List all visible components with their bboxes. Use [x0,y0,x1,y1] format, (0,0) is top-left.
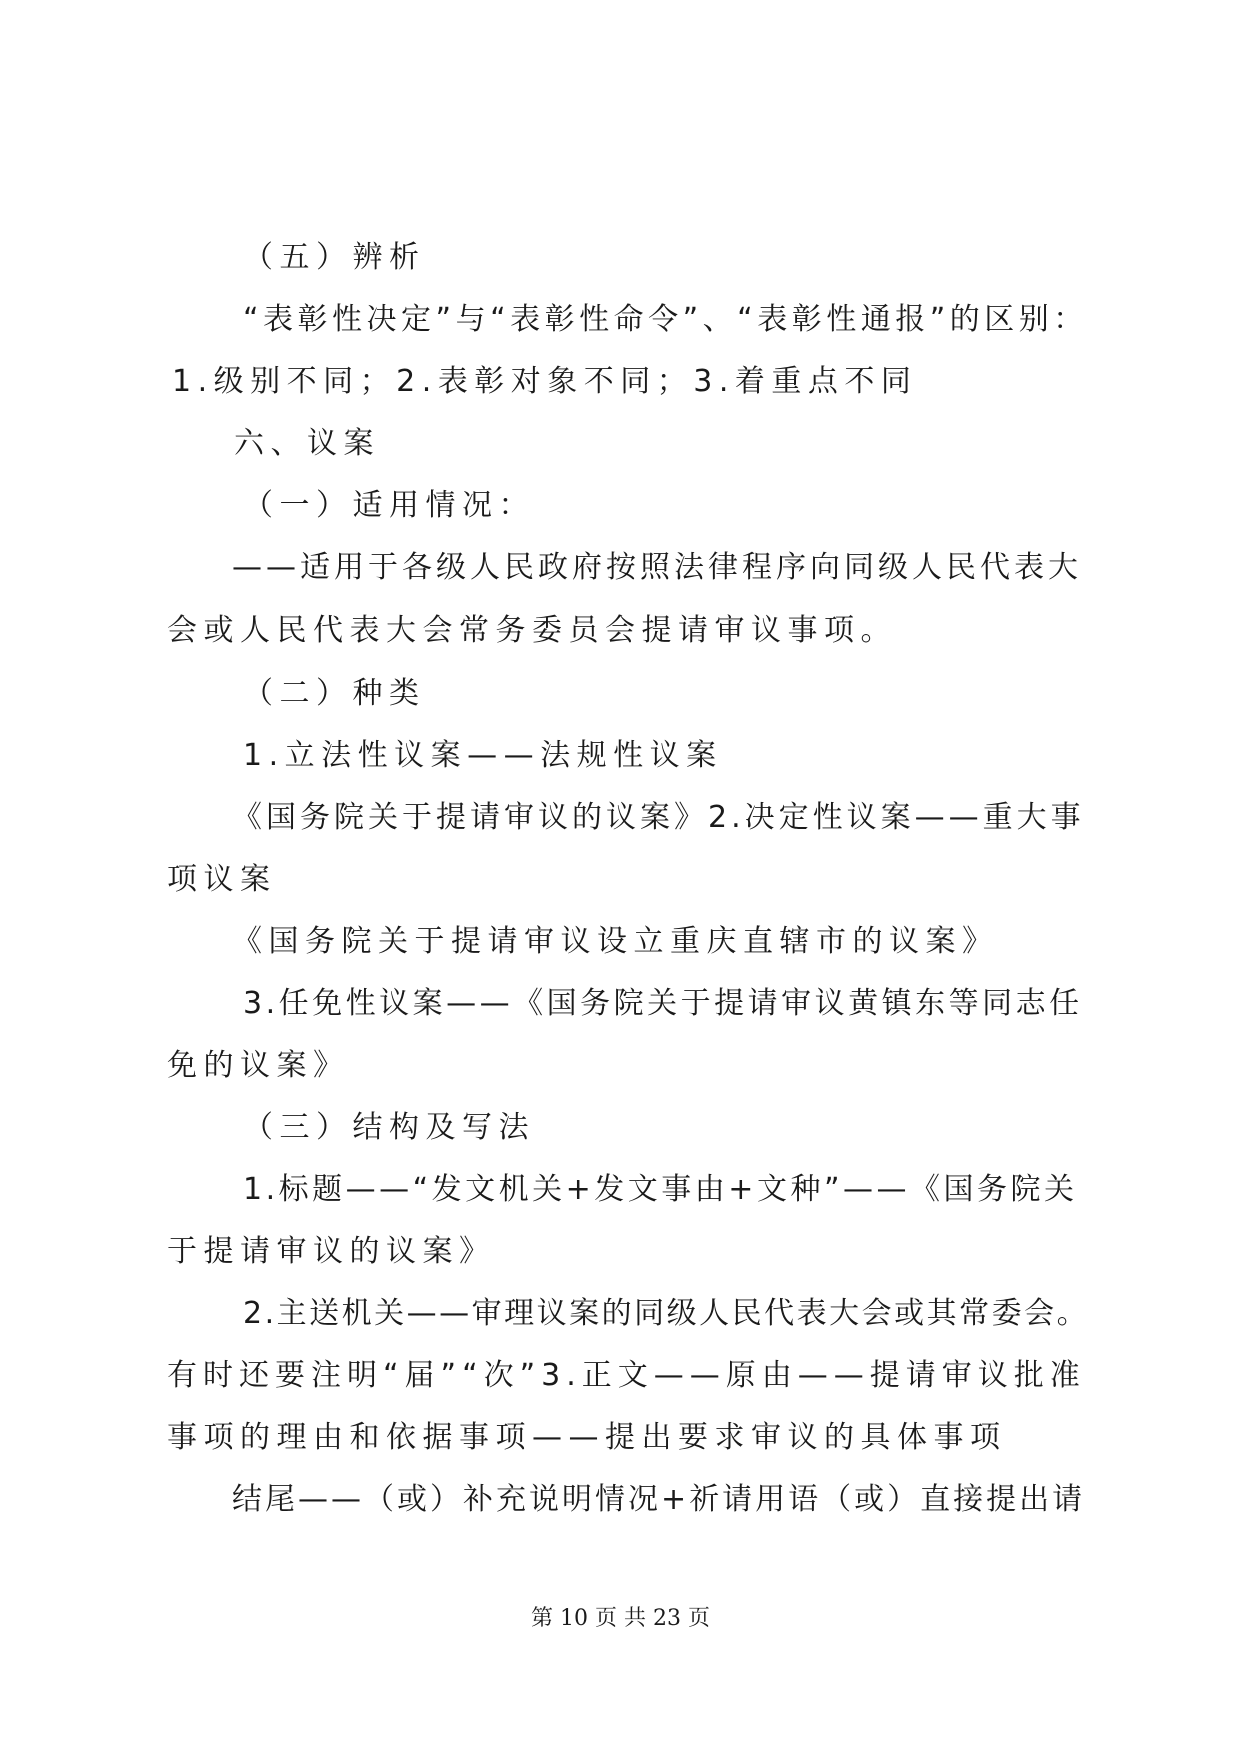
text-line: 有时还要注明“届”“次”3.正文——原由——提请审议批准 [167,1358,1086,1393]
text-line: 3.任免性议案——《国务院关于提请审议黄镇东等同志任 [243,986,1083,1021]
text-line: 1.级别不同；2.表彰对象不同；3.着重点不同 [172,364,918,399]
text-line: （五）辨析 [243,240,426,275]
section-heading: 六、议案 [234,426,380,461]
text-line: （二）种类 [243,676,426,711]
text-line: 会或人民代表大会常务委员会提请审议事项。 [167,613,897,648]
text-line: （一）适用情况： [243,488,535,523]
text-line: 结尾——（或）补充说明情况+祈请用语（或）直接提出请 [232,1482,1086,1517]
text-line: ——适用于各级人民政府按照法律程序向同级人民代表大 [232,550,1082,585]
text-line: 项议案 [167,862,277,897]
text-line: 于提请审议的议案》 [167,1234,496,1269]
text-line: 《国务院关于提请审议的议案》2.决定性议案——重大事 [232,800,1085,835]
text-line: （三）结构及写法 [243,1110,535,1145]
page-footer: 第 10 页 共 23 页 [531,1606,710,1631]
text-line: 免的议案》 [167,1048,350,1083]
text-line: 1.立法性议案——法规性议案 [243,738,723,773]
text-line: 事项的理由和依据事项——提出要求审议的具体事项 [167,1420,1007,1455]
text-line: 1.标题——“发文机关+发文事由+文种”——《国务院关 [243,1172,1078,1207]
text-line: 2.主送机关——审理议案的同级人民代表大会或其常委会。 [243,1296,1090,1331]
text-line: “表彰性决定”与“表彰性命令”、“表彰性通报”的区别： [243,302,1088,337]
text-line: 《国务院关于提请审议设立重庆直辖市的议案》 [232,924,999,959]
